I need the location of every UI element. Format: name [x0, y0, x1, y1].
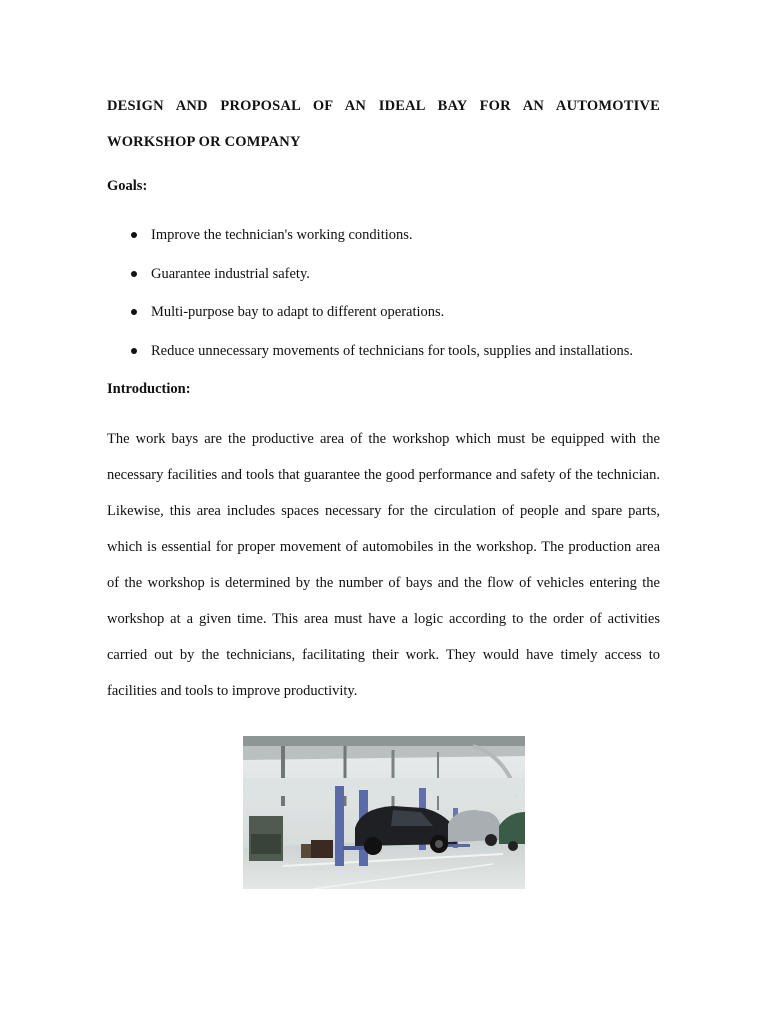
goals-list [107, 225, 660, 361]
goal-text: Improve the technician's working conditions. [151, 227, 413, 243]
goal-item [107, 225, 660, 245]
goal-text: Guarantee industrial safety. [151, 265, 310, 282]
goal-text: Multi-purpose bay to adapt to different operations. [151, 304, 445, 320]
introduction-paragraph: The work bays are the productive area of the workshop which must be equipped with the necessary facilities and tools that guarantee the good performance and safety of the technician. Likewise, this area includes spaces necessary for the circulation of people and spare parts, which is essential for proper movement of automobiles in the workshop. The production area of the workshop is determined by the number of bays and the flow of vehicles entering the workshop at a given time. This area must have a logic according to the order of activities carried out by the technicians, facilitating their work. They would have timely access to facilities and tools to improve productivity. [107, 431, 660, 699]
document-content [107, 88, 660, 709]
bullet-icon [131, 348, 137, 354]
goal-text: Reduce unnecessary movements of technicians for tools, supplies and installations. [151, 342, 634, 359]
document-title [107, 88, 660, 160]
goals-heading: Goals: [107, 178, 148, 194]
workshop-photo-illustration [243, 736, 525, 889]
bullet-icon [131, 232, 137, 238]
goal-item [107, 264, 660, 284]
bullet-icon [131, 271, 137, 277]
goal-item [107, 302, 660, 322]
goal-item [107, 341, 660, 361]
bullet-icon [131, 309, 137, 315]
introduction-heading: Introduction: [107, 381, 191, 397]
document-title-line-2: WORKSHOP OR COMPANY [107, 134, 301, 150]
workshop-photo [243, 736, 525, 889]
document-title-line-1: DESIGN AND PROPOSAL OF AN IDEAL BAY FOR AN AUTOMOTIVE [107, 98, 660, 114]
